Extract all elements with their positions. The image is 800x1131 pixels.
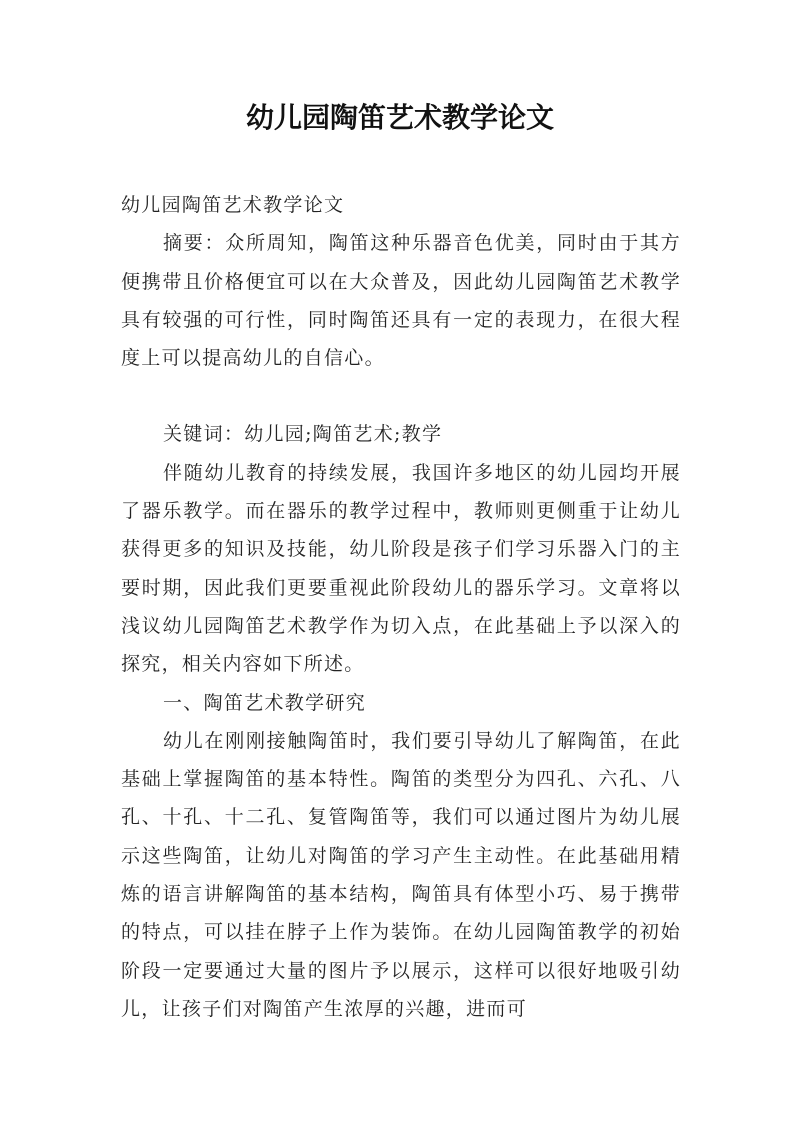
document-subtitle: 幼儿园陶笛艺术教学论文 bbox=[121, 194, 345, 216]
keywords-line: 关键词：幼儿园;陶笛艺术;教学 bbox=[163, 423, 443, 446]
section-paragraph: 幼儿在刚刚接触陶笛时，我们要引导幼儿了解陶笛，在此基础上掌握陶笛的基本特性。陶笛的类型分为四孔、六孔、八孔、十孔、十二孔、复管陶笛等，我们可以通过图片为幼儿展示这些陶笛，让幼儿对陶笛的学习产生主动性。在此基础用精炼的语言讲解陶笛的基本结构，陶笛具有体型小巧、易于携带的特点，可以挂在脖子上作为装饰。在幼儿园陶笛教学的初始阶段一定要通过大量的图片予以展示，这样可以很好地吸引幼儿，让孩子们对陶笛产生浓厚的兴趣，进而可 bbox=[121, 729, 681, 1020]
intro-paragraph: 伴随幼儿教育的持续发展，我国许多地区的幼儿园均开展了器乐教学。而在器乐的教学过程中，教师则更侧重于让幼儿获得更多的知识及技能，幼儿阶段是孩子们学习乐器入门的主要时期，因此我们更要重视此阶段幼儿的器乐学习。文章将以浅议幼儿园陶笛艺术教学作为切入点，在此基础上予以深入的探究，相关内容如下所述。 bbox=[121, 461, 681, 676]
document-body bbox=[121, 186, 681, 1028]
section-heading: 一、陶笛艺术教学研究 bbox=[163, 691, 367, 714]
document-title: 幼儿园陶笛艺术教学论文 bbox=[245, 101, 554, 134]
abstract-paragraph: 摘要：众所周知，陶笛这种乐器音色优美，同时由于其方便携带且价格便宜可以在大众普及，因此幼儿园陶笛艺术教学具有较强的可行性，同时陶笛还具有一定的表现力，在很大程度上可以提高幼儿的自信心。 bbox=[121, 232, 681, 370]
paragraph-spacer bbox=[121, 377, 681, 415]
